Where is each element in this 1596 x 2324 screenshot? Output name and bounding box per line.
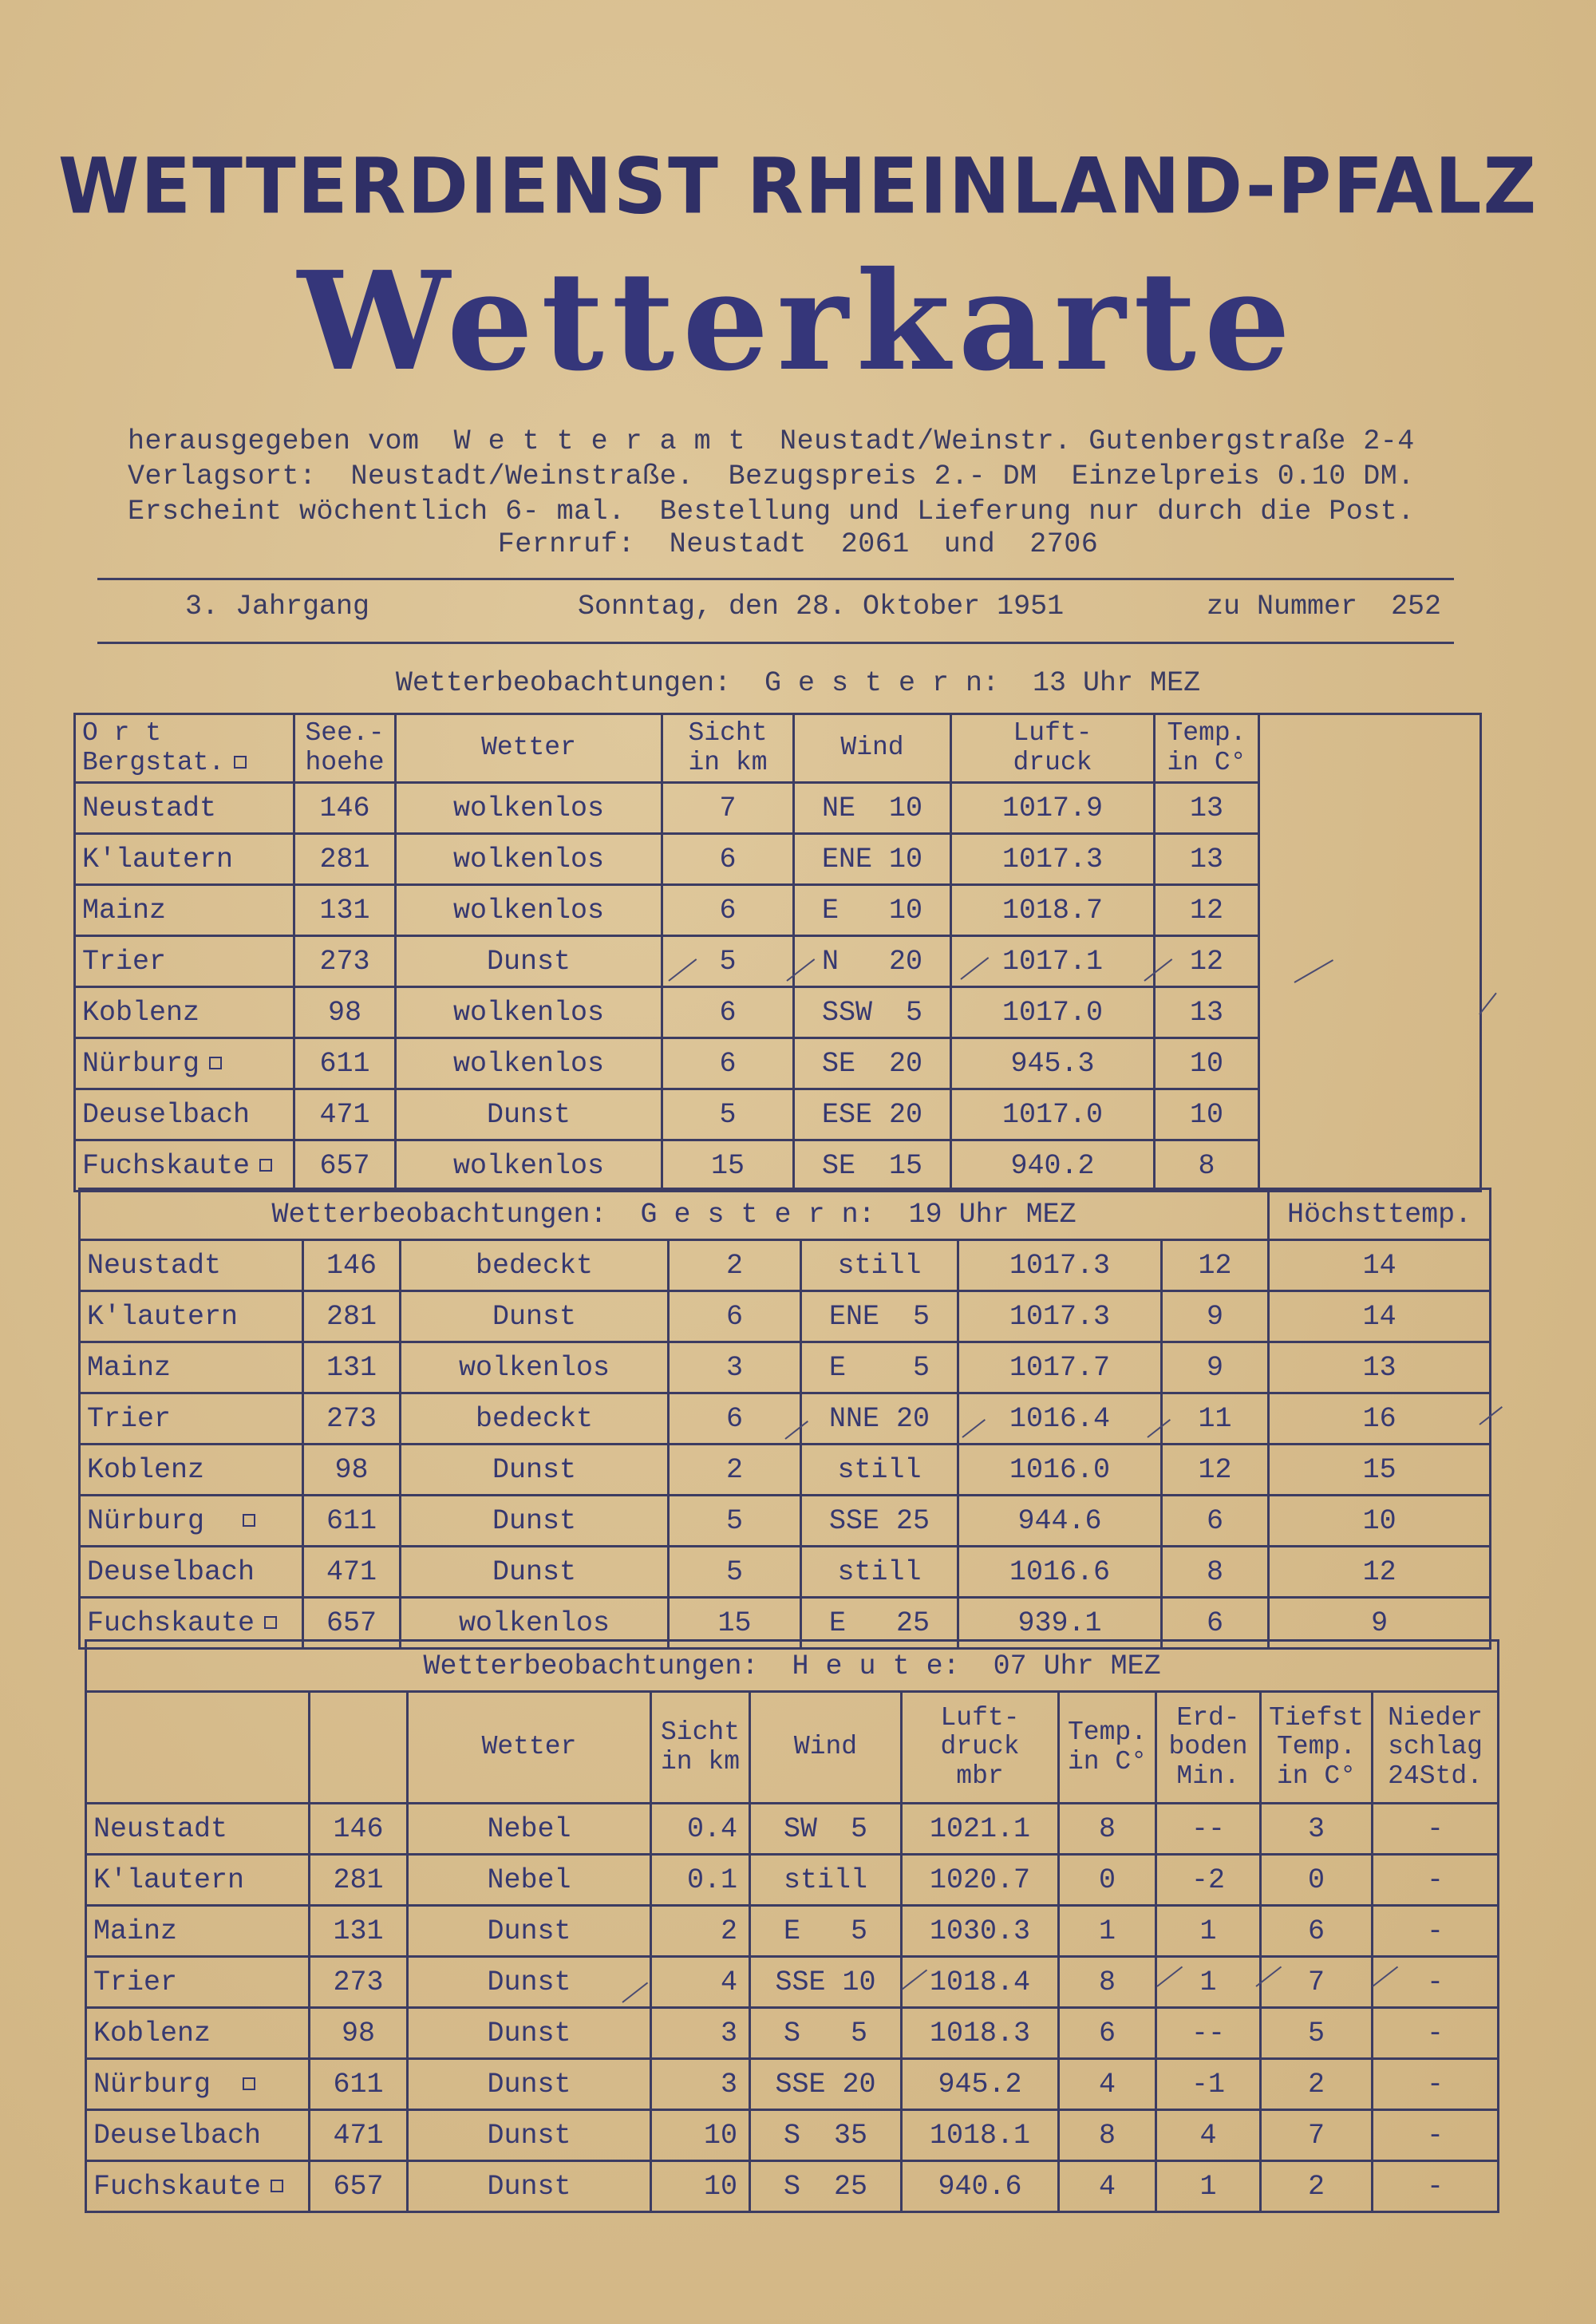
visibility-cell: 3 — [669, 1342, 801, 1393]
visibility-cell: 4 — [651, 1957, 750, 2008]
station-name: K'lautern — [86, 1855, 310, 1906]
station-altitude: 471 — [303, 1547, 401, 1598]
weather-cell: wolkenlos — [396, 885, 662, 936]
precip-cell: - — [1373, 2059, 1499, 2110]
pressure-cell: 1017.3 — [958, 1291, 1162, 1342]
station-altitude: 657 — [310, 2161, 408, 2212]
wind-cell: ESE 20 — [794, 1089, 951, 1140]
table-observations-13h — [73, 713, 1482, 1192]
wind-cell: still — [750, 1855, 902, 1906]
pressure-cell: 1018.4 — [902, 1957, 1059, 2008]
col-hoechsttemp-header: Höchsttemp. — [1269, 1189, 1491, 1240]
issue-date: Sonntag, den 28. Oktober 1951 — [578, 591, 1065, 622]
section-header-row — [86, 1641, 1499, 1692]
page-title: Wetterkarte — [297, 242, 1299, 401]
station-name: Trier — [75, 936, 294, 987]
wind-cell: SSE 25 — [801, 1496, 958, 1547]
table-row — [80, 1547, 1491, 1598]
max-temp-cell: 15 — [1269, 1445, 1491, 1496]
station-altitude: 273 — [310, 1957, 408, 2008]
ground-min-cell: -- — [1156, 2008, 1261, 2059]
table-observations-19h — [78, 1188, 1491, 1650]
wind-cell: ENE 10 — [794, 834, 951, 885]
table-row — [80, 1342, 1491, 1393]
station-altitude: 131 — [303, 1342, 401, 1393]
precip-cell: - — [1373, 1906, 1499, 1957]
weather-cell: Nebel — [408, 1804, 651, 1855]
wind-cell: SSE 10 — [750, 1957, 902, 2008]
weather-cell: Dunst — [408, 1957, 651, 2008]
min-temp-cell: 3 — [1261, 1804, 1373, 1855]
max-temp-cell: 14 — [1269, 1291, 1491, 1342]
col-hoehe-header: See.- hoehe — [294, 714, 396, 783]
table-row — [86, 2059, 1499, 2110]
pressure-cell: 939.1 — [958, 1598, 1162, 1649]
visibility-cell: 6 — [669, 1291, 801, 1342]
wind-cell: ENE 5 — [801, 1291, 958, 1342]
weather-cell: Dunst — [401, 1291, 669, 1342]
visibility-cell: 2 — [669, 1240, 801, 1291]
weather-cell: bedeckt — [401, 1240, 669, 1291]
weather-cell: Dunst — [401, 1445, 669, 1496]
section-title-13h: Wetterbeobachtungen: G e s t e r n: 13 Uhr MEZ — [395, 667, 1201, 699]
weather-cell: Dunst — [396, 936, 662, 987]
temp-cell: 0 — [1059, 1855, 1156, 1906]
pressure-cell: 1021.1 — [902, 1804, 1059, 1855]
visibility-cell: 6 — [662, 834, 794, 885]
weather-cell: Dunst — [401, 1547, 669, 1598]
min-temp-cell: 2 — [1261, 2161, 1373, 2212]
table-row — [80, 1496, 1491, 1547]
wind-cell: S 35 — [750, 2110, 902, 2161]
pressure-cell: 1016.0 — [958, 1445, 1162, 1496]
max-temp-cell: 16 — [1269, 1393, 1491, 1445]
wind-cell: E 10 — [794, 885, 951, 936]
station-altitude: 146 — [294, 783, 396, 834]
temp-cell: 10 — [1155, 1038, 1259, 1089]
pressure-cell: 1017.9 — [951, 783, 1155, 834]
temp-cell: 13 — [1155, 834, 1259, 885]
max-temp-cell: 9 — [1269, 1598, 1491, 1649]
wind-cell: SW 5 — [750, 1804, 902, 1855]
temp-cell: 12 — [1155, 885, 1259, 936]
min-temp-cell: 6 — [1261, 1906, 1373, 1957]
pressure-cell: 1017.3 — [951, 834, 1155, 885]
ground-min-cell: -1 — [1156, 2059, 1261, 2110]
mountain-station-icon — [264, 1616, 277, 1629]
min-temp-cell: 5 — [1261, 2008, 1373, 2059]
precip-cell: - — [1373, 2161, 1499, 2212]
visibility-cell: 5 — [669, 1496, 801, 1547]
pressure-cell: 1018.3 — [902, 2008, 1059, 2059]
visibility-cell: 6 — [662, 987, 794, 1038]
station-altitude: 281 — [294, 834, 396, 885]
temp-cell: 9 — [1162, 1342, 1269, 1393]
temp-cell: 8 — [1059, 1804, 1156, 1855]
table-row — [80, 1291, 1491, 1342]
issue-number: zu Nummer 252 — [1207, 591, 1442, 622]
section-title-19h: Wetterbeobachtungen: G e s t e r n: 19 Uhr MEZ — [80, 1189, 1269, 1240]
col-sicht-header: Sicht in km — [651, 1692, 750, 1804]
station-name: Mainz — [86, 1906, 310, 1957]
wind-cell: still — [801, 1547, 958, 1598]
temp-cell: 13 — [1155, 987, 1259, 1038]
visibility-cell: 5 — [662, 936, 794, 987]
col-hoehe-header — [310, 1692, 408, 1804]
precip-cell: - — [1373, 1957, 1499, 2008]
table-header-row — [75, 714, 1481, 783]
temp-cell: 12 — [1162, 1240, 1269, 1291]
table-row — [86, 2008, 1499, 2059]
wind-cell: still — [801, 1240, 958, 1291]
min-temp-cell: 7 — [1261, 2110, 1373, 2161]
station-altitude: 471 — [294, 1089, 396, 1140]
max-temp-cell: 12 — [1269, 1547, 1491, 1598]
table-row — [86, 2161, 1499, 2212]
info-publishing-place: Verlagsort: Neustadt/Weinstraße. Bezugspreis 2.- DM Einzelpreis 0.10 DM. — [128, 460, 1415, 492]
col-temp-header: Temp. in C° — [1059, 1692, 1156, 1804]
temp-cell: 9 — [1162, 1291, 1269, 1342]
col-wetter-header: Wetter — [408, 1692, 651, 1804]
pressure-cell: 945.3 — [951, 1038, 1155, 1089]
table-row — [80, 1240, 1491, 1291]
weather-cell: wolkenlos — [401, 1598, 669, 1649]
precip-cell: - — [1373, 1804, 1499, 1855]
table-header-row — [86, 1692, 1499, 1804]
col-ort-header — [86, 1692, 310, 1804]
station-altitude: 98 — [310, 2008, 408, 2059]
temp-cell: 11 — [1162, 1393, 1269, 1445]
station-altitude: 281 — [310, 1855, 408, 1906]
min-temp-cell: 7 — [1261, 1957, 1373, 2008]
wind-cell: SE 15 — [794, 1140, 951, 1192]
station-name: Neustadt — [80, 1240, 303, 1291]
pressure-cell: 1018.7 — [951, 885, 1155, 936]
station-name: K'lautern — [75, 834, 294, 885]
station-name: Mainz — [75, 885, 294, 936]
col-niederschlag-header: Nieder schlag 24Std. — [1373, 1692, 1499, 1804]
visibility-cell: 6 — [662, 1038, 794, 1089]
visibility-cell: 15 — [662, 1140, 794, 1192]
station-altitude: 273 — [303, 1393, 401, 1445]
temp-cell: 8 — [1155, 1140, 1259, 1192]
pressure-cell: 1030.3 — [902, 1906, 1059, 1957]
max-temp-cell: 14 — [1269, 1240, 1491, 1291]
wind-cell: still — [801, 1445, 958, 1496]
station-name: Mainz — [80, 1342, 303, 1393]
wind-cell: S 25 — [750, 2161, 902, 2212]
weather-cell: Nebel — [408, 1855, 651, 1906]
col-tiefst-header: Tiefst Temp. in C° — [1261, 1692, 1373, 1804]
wind-cell: SSE 20 — [750, 2059, 902, 2110]
col-erdboden-header: Erd- boden Min. — [1156, 1692, 1261, 1804]
visibility-cell: 15 — [669, 1598, 801, 1649]
station-altitude: 98 — [303, 1445, 401, 1496]
weather-cell: Dunst — [408, 2059, 651, 2110]
table-row — [80, 1393, 1491, 1445]
station-name: Koblenz — [75, 987, 294, 1038]
weather-cell: Dunst — [408, 2008, 651, 2059]
section-header-row — [80, 1189, 1491, 1240]
station-altitude: 611 — [303, 1496, 401, 1547]
blank-column — [1259, 714, 1481, 1192]
mountain-station-icon — [243, 2077, 255, 2090]
ground-min-cell: -2 — [1156, 1855, 1261, 1906]
table-observations-07h — [85, 1639, 1499, 2213]
station-name: Fuchskaute — [86, 2161, 310, 2212]
wind-cell: NE 10 — [794, 783, 951, 834]
temp-cell: 8 — [1162, 1547, 1269, 1598]
pressure-cell: 940.2 — [951, 1140, 1155, 1192]
pressure-cell: 1016.4 — [958, 1393, 1162, 1445]
volume-label: 3. Jahrgang — [185, 591, 370, 622]
weather-cell: Dunst — [408, 2161, 651, 2212]
info-publisher: herausgegeben vom W e t t e r a m t Neustadt/Weinstr. Gutenbergstraße 2-4 — [128, 425, 1415, 457]
mountain-station-icon — [243, 1514, 255, 1527]
station-altitude: 611 — [294, 1038, 396, 1089]
weather-cell: wolkenlos — [396, 834, 662, 885]
col-luftdruck-header: Luft- druck mbr — [902, 1692, 1059, 1804]
ground-min-cell: 1 — [1156, 2161, 1261, 2212]
wind-cell: E 5 — [801, 1342, 958, 1393]
wind-cell: SSW 5 — [794, 987, 951, 1038]
min-temp-cell: 0 — [1261, 1855, 1373, 1906]
pressure-cell: 1017.1 — [951, 936, 1155, 987]
wind-cell: NNE 20 — [801, 1393, 958, 1445]
temp-cell: 1 — [1059, 1906, 1156, 1957]
visibility-cell: 3 — [651, 2008, 750, 2059]
visibility-cell: 5 — [669, 1547, 801, 1598]
table-row — [86, 1957, 1499, 2008]
temp-cell: 8 — [1059, 1957, 1156, 2008]
mountain-station-icon — [259, 1159, 272, 1172]
info-phone: Fernruf: Neustadt 2061 und 2706 — [497, 528, 1099, 560]
table-row — [86, 2110, 1499, 2161]
pressure-cell: 1020.7 — [902, 1855, 1059, 1906]
col-wind-header: Wind — [750, 1692, 902, 1804]
weather-cell: bedeckt — [401, 1393, 669, 1445]
visibility-cell: 10 — [651, 2161, 750, 2212]
divider-bottom — [97, 642, 1454, 644]
temp-cell: 12 — [1155, 936, 1259, 987]
col-ort-header: O r t Bergstat. — [75, 714, 294, 783]
temp-cell: 12 — [1162, 1445, 1269, 1496]
station-name: Nürburg — [80, 1496, 303, 1547]
org-heading: WETTERDIENST RHEINLAND-PFALZ — [57, 141, 1539, 231]
wind-cell: E 5 — [750, 1906, 902, 1957]
ground-min-cell: -- — [1156, 1804, 1261, 1855]
weather-cell: wolkenlos — [396, 1140, 662, 1192]
max-temp-cell: 13 — [1269, 1342, 1491, 1393]
temp-cell: 10 — [1155, 1089, 1259, 1140]
temp-cell: 6 — [1162, 1496, 1269, 1547]
table-row — [80, 1445, 1491, 1496]
station-altitude: 657 — [303, 1598, 401, 1649]
station-altitude: 471 — [310, 2110, 408, 2161]
min-temp-cell: 2 — [1261, 2059, 1373, 2110]
temp-cell: 6 — [1059, 2008, 1156, 2059]
pressure-cell: 1017.3 — [958, 1240, 1162, 1291]
pressure-cell: 1018.1 — [902, 2110, 1059, 2161]
station-name: Deuselbach — [80, 1547, 303, 1598]
station-altitude: 131 — [294, 885, 396, 936]
wind-cell: E 25 — [801, 1598, 958, 1649]
pressure-cell: 1016.6 — [958, 1547, 1162, 1598]
mountain-station-icon — [209, 1057, 222, 1069]
col-wind-header: Wind — [794, 714, 951, 783]
station-name: Deuselbach — [75, 1089, 294, 1140]
pressure-cell: 940.6 — [902, 2161, 1059, 2212]
temp-cell: 13 — [1155, 783, 1259, 834]
wind-cell: SE 20 — [794, 1038, 951, 1089]
pressure-cell: 945.2 — [902, 2059, 1059, 2110]
station-altitude: 611 — [310, 2059, 408, 2110]
station-name: Fuchskaute — [80, 1598, 303, 1649]
ground-min-cell: 1 — [1156, 1957, 1261, 2008]
temp-cell: 4 — [1059, 2059, 1156, 2110]
temp-cell: 4 — [1059, 2161, 1156, 2212]
station-name: Nürburg — [86, 2059, 310, 2110]
weather-cell: wolkenlos — [401, 1342, 669, 1393]
max-temp-cell: 10 — [1269, 1496, 1491, 1547]
section-title-07h: Wetterbeobachtungen: H e u t e: 07 Uhr MEZ — [86, 1641, 1499, 1692]
mountain-station-icon — [234, 756, 247, 769]
visibility-cell: 2 — [669, 1445, 801, 1496]
station-name: Neustadt — [75, 783, 294, 834]
station-name: Nürburg — [75, 1038, 294, 1089]
info-frequency: Erscheint wöchentlich 6- mal. Bestellung und Lieferung nur durch die Post. — [128, 496, 1415, 528]
visibility-cell: 0.1 — [651, 1855, 750, 1906]
divider-top — [97, 578, 1454, 580]
station-altitude: 131 — [310, 1906, 408, 1957]
weather-cell: wolkenlos — [396, 987, 662, 1038]
station-altitude: 146 — [310, 1804, 408, 1855]
weather-cell: Dunst — [408, 1906, 651, 1957]
pressure-cell: 944.6 — [958, 1496, 1162, 1547]
visibility-cell: 3 — [651, 2059, 750, 2110]
weather-cell: Dunst — [408, 2110, 651, 2161]
temp-cell: 8 — [1059, 2110, 1156, 2161]
col-luftdruck-header: Luft- druck — [951, 714, 1155, 783]
station-altitude: 146 — [303, 1240, 401, 1291]
col-sicht-header: Sicht in km — [662, 714, 794, 783]
visibility-cell: 2 — [651, 1906, 750, 1957]
precip-cell: - — [1373, 1855, 1499, 1906]
wind-cell: N 20 — [794, 936, 951, 987]
visibility-cell: 0.4 — [651, 1804, 750, 1855]
visibility-cell: 10 — [651, 2110, 750, 2161]
table-row — [86, 1906, 1499, 1957]
weather-cell: wolkenlos — [396, 1038, 662, 1089]
pressure-cell: 1017.0 — [951, 1089, 1155, 1140]
weather-cell: Dunst — [401, 1496, 669, 1547]
table-row — [86, 1855, 1499, 1906]
wind-cell: S 5 — [750, 2008, 902, 2059]
pressure-cell: 1017.7 — [958, 1342, 1162, 1393]
station-altitude: 657 — [294, 1140, 396, 1192]
ground-min-cell: 1 — [1156, 1906, 1261, 1957]
pressure-cell: 1017.0 — [951, 987, 1155, 1038]
visibility-cell: 5 — [662, 1089, 794, 1140]
station-name: Koblenz — [80, 1445, 303, 1496]
weather-cell: wolkenlos — [396, 783, 662, 834]
station-name: Koblenz — [86, 2008, 310, 2059]
precip-cell: - — [1373, 2008, 1499, 2059]
weather-cell: Dunst — [396, 1089, 662, 1140]
ground-min-cell: 4 — [1156, 2110, 1261, 2161]
station-altitude: 98 — [294, 987, 396, 1038]
station-altitude: 281 — [303, 1291, 401, 1342]
visibility-cell: 6 — [662, 885, 794, 936]
temp-cell: 6 — [1162, 1598, 1269, 1649]
col-temp-header: Temp. in C° — [1155, 714, 1259, 783]
precip-cell: - — [1373, 2110, 1499, 2161]
table-row — [86, 1804, 1499, 1855]
mountain-station-icon — [271, 2180, 283, 2192]
col-wetter-header: Wetter — [396, 714, 662, 783]
station-altitude: 273 — [294, 936, 396, 987]
station-name: Fuchskaute — [75, 1140, 294, 1192]
station-name: Trier — [86, 1957, 310, 2008]
visibility-cell: 7 — [662, 783, 794, 834]
station-name: K'lautern — [80, 1291, 303, 1342]
station-name: Deuselbach — [86, 2110, 310, 2161]
station-name: Trier — [80, 1393, 303, 1445]
station-name: Neustadt — [86, 1804, 310, 1855]
visibility-cell: 6 — [669, 1393, 801, 1445]
